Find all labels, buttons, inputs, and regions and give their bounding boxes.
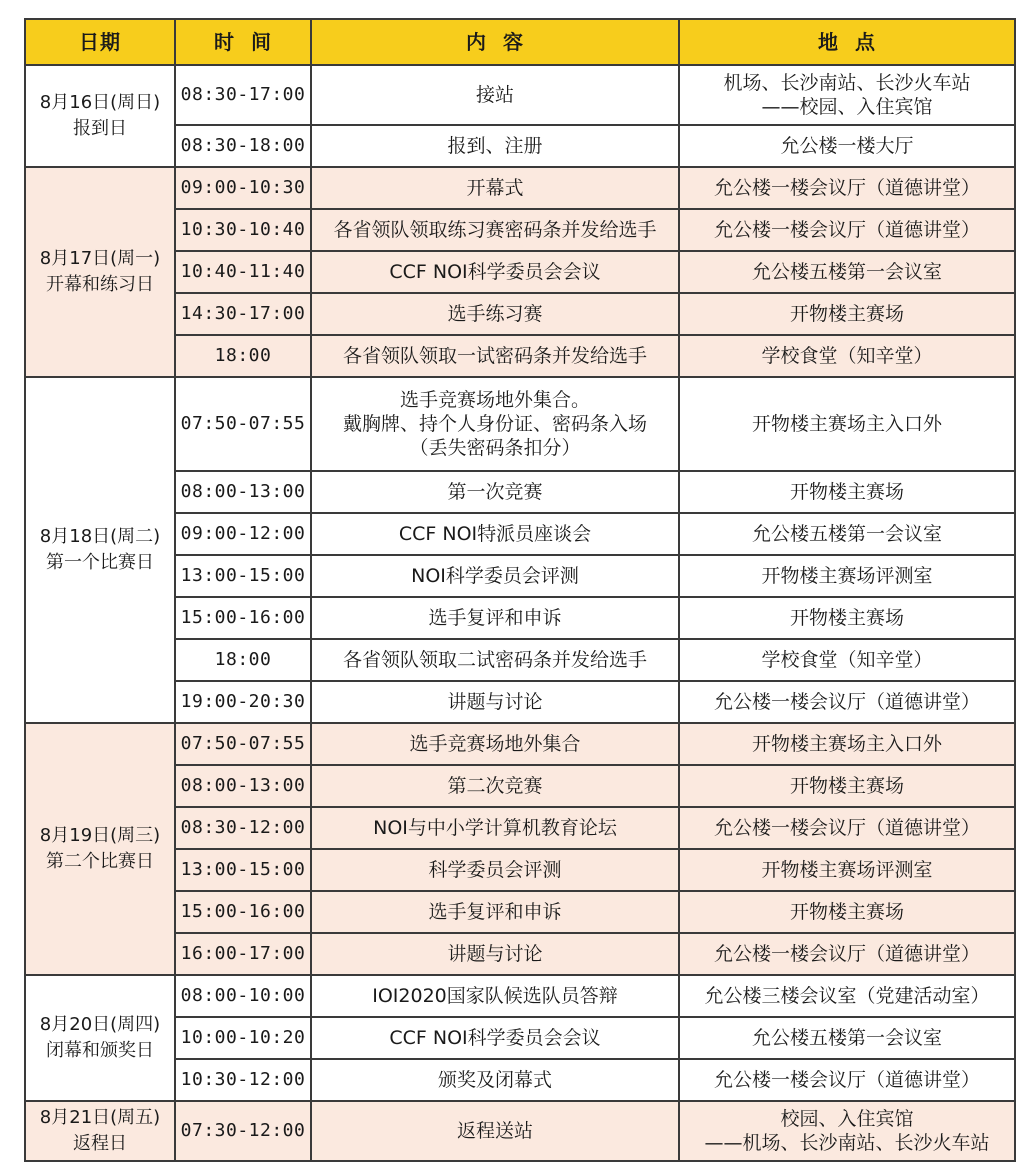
content-cell: IOI2020国家队候选队员答辩 <box>311 975 679 1017</box>
content-line: 戴胸牌、持个人身份证、密码条入场 <box>342 413 647 435</box>
time-cell: 13:00-15:00 <box>175 555 311 597</box>
day-label: 第二个比赛日 <box>46 851 154 872</box>
place-cell: 开物楼主赛场主入口外 <box>679 723 1015 765</box>
content-cell: 开幕式 <box>311 167 679 209</box>
time-cell: 07:30-12:00 <box>175 1101 311 1161</box>
place-cell: 开物楼主赛场评测室 <box>679 849 1015 891</box>
content-cell: 第一次竞赛 <box>311 471 679 513</box>
place-cell: 开物楼主赛场主入口外 <box>679 377 1015 471</box>
content-cell: 选手复评和申诉 <box>311 891 679 933</box>
place-cell: 允公楼一楼会议厅（道德讲堂） <box>679 807 1015 849</box>
place-line: ——机场、长沙南站、长沙火车站 <box>704 1132 990 1154</box>
place-cell: 允公楼一楼会议厅（道德讲堂） <box>679 167 1015 209</box>
day-date: 8月17日(周一) <box>39 248 161 269</box>
day-group <box>25 723 1015 975</box>
content-cell: 科学委员会评测 <box>311 849 679 891</box>
place-cell: 学校食堂（知辛堂） <box>679 335 1015 377</box>
time-cell: 08:30-12:00 <box>175 807 311 849</box>
day-date: 8月21日(周五) <box>39 1107 161 1128</box>
time-cell: 13:00-15:00 <box>175 849 311 891</box>
time-cell: 10:30-10:40 <box>175 209 311 251</box>
day-group <box>25 975 1015 1101</box>
content-cell: 第二次竞赛 <box>311 765 679 807</box>
day-date: 8月16日(周日) <box>39 92 161 113</box>
time-cell: 09:00-12:00 <box>175 513 311 555</box>
content-cell: CCF NOI科学委员会会议 <box>311 251 679 293</box>
place-cell: 允公楼一楼会议厅（道德讲堂） <box>679 681 1015 723</box>
header-time: 时 间 <box>175 19 311 65</box>
place-cell: 允公楼一楼会议厅（道德讲堂） <box>679 209 1015 251</box>
schedule-table <box>24 18 1016 1162</box>
time-cell: 14:30-17:00 <box>175 293 311 335</box>
place-cell: 允公楼一楼会议厅（道德讲堂） <box>679 1059 1015 1101</box>
time-cell: 09:00-10:30 <box>175 167 311 209</box>
table-row <box>25 723 1015 765</box>
day-label: 报到日 <box>73 118 127 139</box>
content-cell: CCF NOI科学委员会会议 <box>311 1017 679 1059</box>
place-cell: 学校食堂（知辛堂） <box>679 639 1015 681</box>
content-cell: 接站 <box>311 65 679 125</box>
time-cell: 16:00-17:00 <box>175 933 311 975</box>
content-cell: NOI科学委员会评测 <box>311 555 679 597</box>
place-cell: 允公楼五楼第一会议室 <box>679 513 1015 555</box>
content-cell: 各省领队领取练习赛密码条并发给选手 <box>311 209 679 251</box>
day-group <box>25 1101 1015 1161</box>
day-date: 8月20日(周四) <box>39 1014 161 1035</box>
place-cell: 开物楼主赛场 <box>679 293 1015 335</box>
place-line: 机场、长沙南站、长沙火车站 <box>723 72 971 94</box>
date-cell <box>25 377 175 723</box>
date-cell <box>25 1101 175 1161</box>
place-cell <box>679 1101 1015 1161</box>
date-cell <box>25 723 175 975</box>
time-cell: 08:30-18:00 <box>175 125 311 167</box>
place-cell: 开物楼主赛场评测室 <box>679 555 1015 597</box>
header-date: 日期 <box>25 19 175 65</box>
table-row <box>25 975 1015 1017</box>
table-row <box>25 167 1015 209</box>
content-cell: 返程送站 <box>311 1101 679 1161</box>
content-line: （丢失密码条扣分） <box>409 437 581 459</box>
time-cell: 18:00 <box>175 639 311 681</box>
header-content: 内 容 <box>311 19 679 65</box>
day-date: 8月19日(周三) <box>39 825 161 846</box>
place-line: 校园、入住宾馆 <box>780 1108 914 1130</box>
time-cell: 08:00-13:00 <box>175 765 311 807</box>
header-place: 地 点 <box>679 19 1015 65</box>
time-cell: 08:00-10:00 <box>175 975 311 1017</box>
day-group <box>25 65 1015 167</box>
time-cell: 15:00-16:00 <box>175 597 311 639</box>
time-cell: 15:00-16:00 <box>175 891 311 933</box>
day-date: 8月18日(周二) <box>39 526 161 547</box>
table-row <box>25 377 1015 471</box>
date-cell <box>25 975 175 1101</box>
time-cell: 19:00-20:30 <box>175 681 311 723</box>
content-cell: 各省领队领取一试密码条并发给选手 <box>311 335 679 377</box>
time-cell: 07:50-07:55 <box>175 723 311 765</box>
content-cell: 讲题与讨论 <box>311 681 679 723</box>
time-cell: 08:00-13:00 <box>175 471 311 513</box>
time-cell: 08:30-17:00 <box>175 65 311 125</box>
content-cell: 选手竞赛场地外集合 <box>311 723 679 765</box>
place-cell: 允公楼五楼第一会议室 <box>679 251 1015 293</box>
content-cell: NOI与中小学计算机教育论坛 <box>311 807 679 849</box>
time-cell: 10:40-11:40 <box>175 251 311 293</box>
place-cell: 允公楼三楼会议室（党建活动室） <box>679 975 1015 1017</box>
content-cell: 选手复评和申诉 <box>311 597 679 639</box>
place-cell: 开物楼主赛场 <box>679 471 1015 513</box>
header-row <box>25 19 1015 65</box>
content-cell <box>311 377 679 471</box>
table-row <box>25 1101 1015 1161</box>
day-label: 第一个比赛日 <box>46 552 154 573</box>
content-cell: 报到、注册 <box>311 125 679 167</box>
content-line: 选手竞赛场地外集合。 <box>399 389 590 411</box>
place-cell: 允公楼一楼大厅 <box>679 125 1015 167</box>
content-cell: 颁奖及闭幕式 <box>311 1059 679 1101</box>
place-cell: 开物楼主赛场 <box>679 597 1015 639</box>
place-cell: 允公楼一楼会议厅（道德讲堂） <box>679 933 1015 975</box>
content-cell: 各省领队领取二试密码条并发给选手 <box>311 639 679 681</box>
day-label: 开幕和练习日 <box>46 274 154 295</box>
place-cell <box>679 65 1015 125</box>
time-cell: 10:00-10:20 <box>175 1017 311 1059</box>
place-cell: 开物楼主赛场 <box>679 765 1015 807</box>
date-cell <box>25 65 175 167</box>
content-cell: 讲题与讨论 <box>311 933 679 975</box>
schedule-header <box>25 19 1015 65</box>
table-row <box>25 65 1015 125</box>
time-cell: 07:50-07:55 <box>175 377 311 471</box>
content-cell: CCF NOI特派员座谈会 <box>311 513 679 555</box>
day-group <box>25 377 1015 723</box>
day-label: 返程日 <box>73 1133 127 1154</box>
time-cell: 10:30-12:00 <box>175 1059 311 1101</box>
content-cell: 选手练习赛 <box>311 293 679 335</box>
place-cell: 允公楼五楼第一会议室 <box>679 1017 1015 1059</box>
time-cell: 18:00 <box>175 335 311 377</box>
day-group <box>25 167 1015 377</box>
day-label: 闭幕和颁奖日 <box>46 1040 154 1061</box>
place-cell: 开物楼主赛场 <box>679 891 1015 933</box>
place-line: ——校园、入住宾馆 <box>761 96 933 118</box>
date-cell <box>25 167 175 377</box>
